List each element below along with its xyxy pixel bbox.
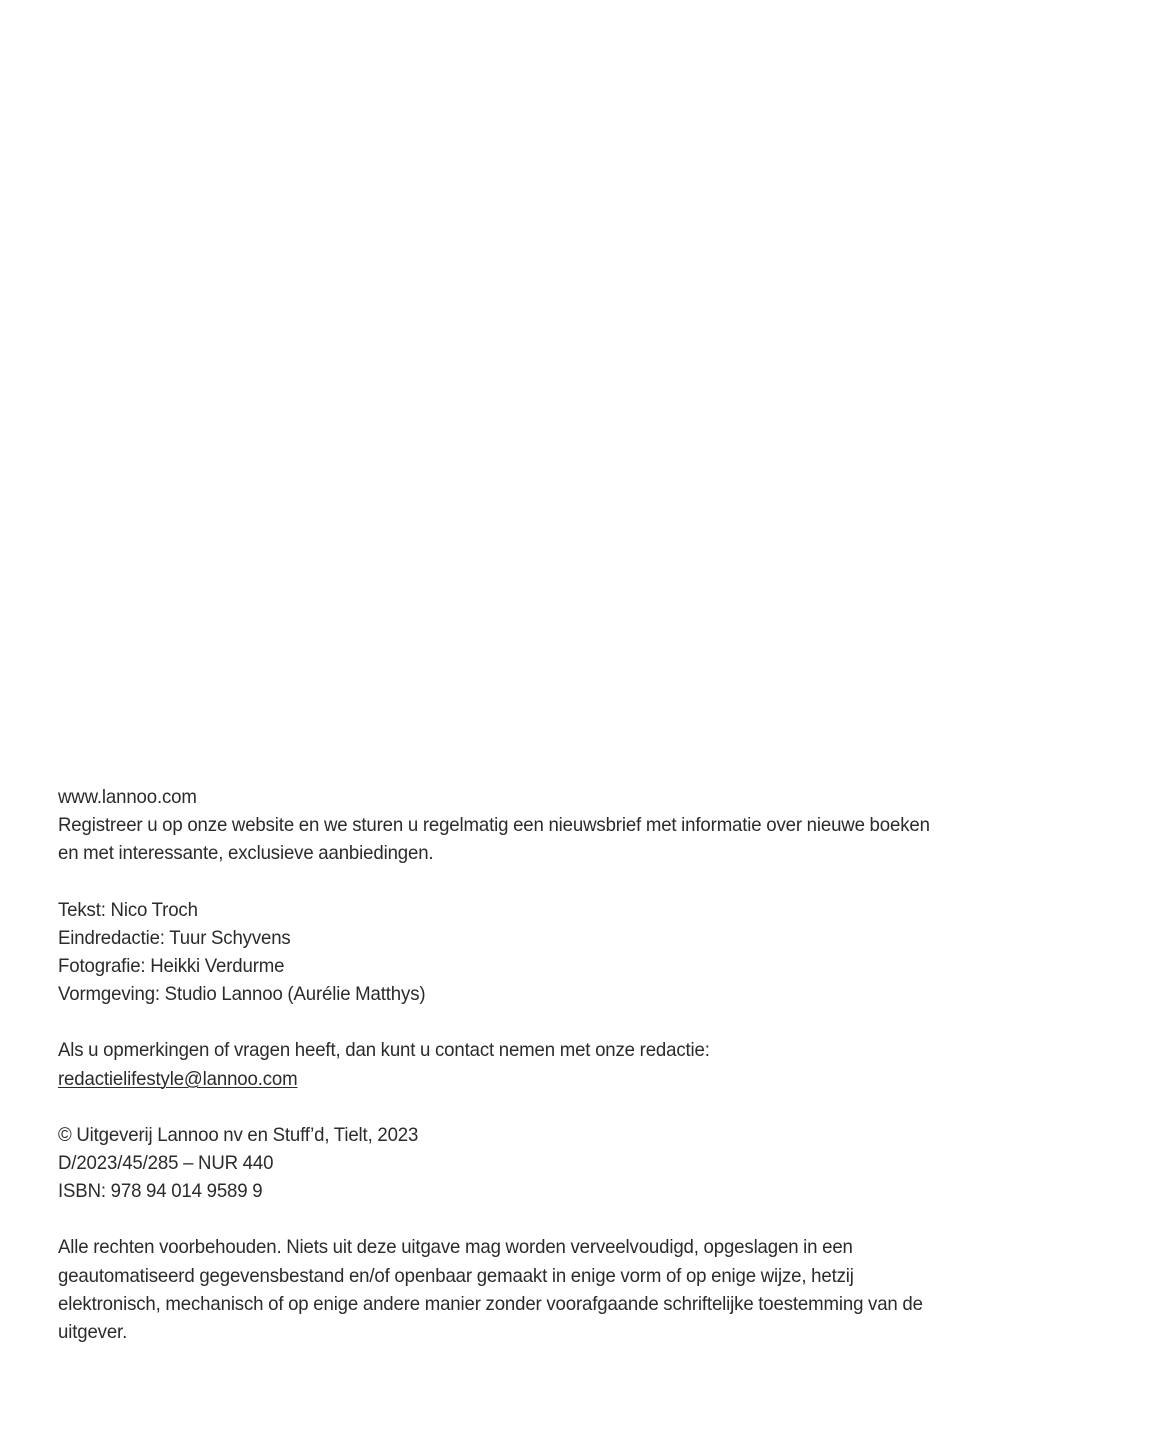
credits-list (58, 896, 908, 1009)
colophon-block (58, 783, 948, 1346)
newsletter-text: Registreer u op onze website en we sturen u regelmatig een nieuwsbrief met informatie over nieuwe boeken en met interessante, exclusieve aanbiedingen. (58, 814, 930, 865)
publisher-website-url[interactable]: www.lannoo.com (58, 786, 197, 808)
contact-block (58, 1036, 908, 1092)
credit-vormgeving: Vormgeving: Studio Lannoo (Aurélie Matthys) (58, 983, 426, 1006)
rights-reserved-paragraph: Alle rechten voorbehouden. Niets uit deze uitgave mag worden verveelvoudigd, opgeslagen in een geautomatiseerd gegevensbestand en/of openbaar gemaakt in enige vorm of op enige wijze, hetzij elektronisch, mechanisch of op enige andere manier zonder voorafgaande schriftelijke toestemming van de uitgever. (58, 1236, 923, 1344)
credit-eindredactie: Eindredactie: Tuur Schyvens (58, 926, 291, 949)
credit-fotografie: Fotografie: Heikki Verdurme (58, 955, 285, 978)
copyright-line: © Uitgeverij Lannoo nv en Stuff’d, Tielt, 2023 (58, 1123, 419, 1146)
editorial-email-link[interactable] (58, 1065, 908, 1093)
credit-tekst: Tekst: Nico Troch (58, 898, 198, 921)
isbn-line: ISBN: 978 94 014 9589 9 (58, 1180, 263, 1203)
contact-intro-text: Als u opmerkingen of vragen heeft, dan kunt u contact nemen met onze redactie: (58, 1039, 710, 1062)
depot-nur-line: D/2023/45/285 – NUR 440 (58, 1152, 274, 1175)
website-paragraph (58, 783, 951, 868)
editorial-email-text[interactable]: redactielifestyle@lannoo.com (58, 1067, 298, 1090)
imprint-block (58, 1121, 908, 1206)
